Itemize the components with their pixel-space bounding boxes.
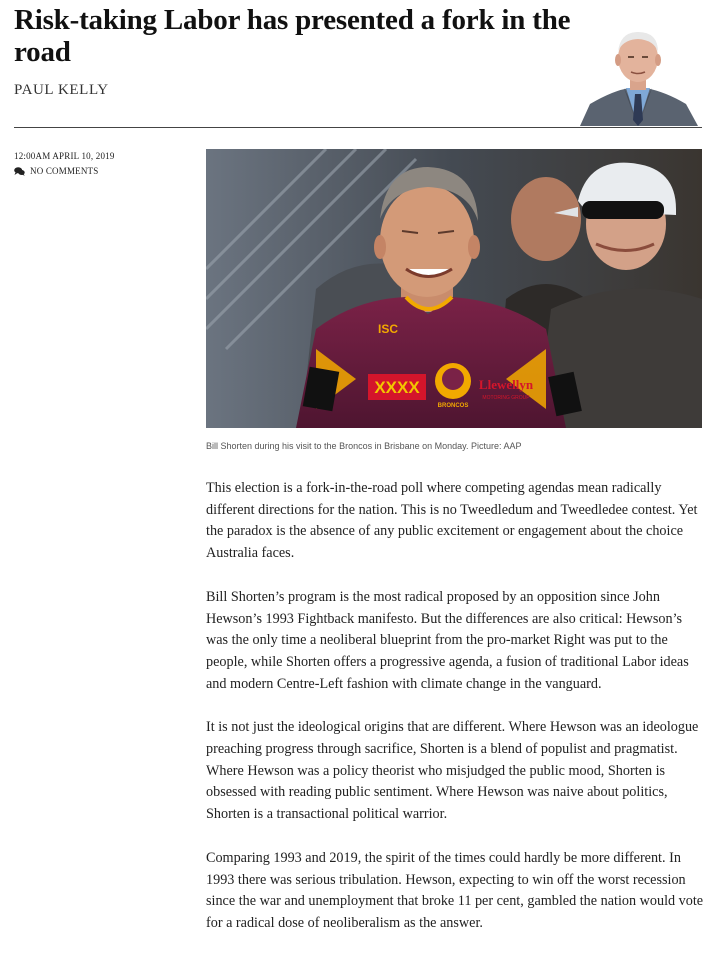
paragraph: This election is a fork-in-the-road poll where competing agendas mean radically different directions for the nation. This is no Tweedledum and Tweedledee contest. Yet the paradox is the absence of any public excitement or engagement about the choice Australia faces. [206,480,698,562]
jersey-sponsor-logo: Llewellyn [478,377,534,392]
jersey-beer-logo: XXXX [374,378,420,397]
speech-bubbles-icon [14,167,25,176]
hero-image [206,149,702,428]
image-caption: Bill Shorten during his visit to the Broncos in Brisbane on Monday. Picture: AAP [206,441,522,451]
paragraph: Bill Shorten’s program is the most radical proposed by an opposition since John Hewson’s 1993 Fightback manifesto. But the differences are also critical: Hewson’s was the only time a neoliberal blueprint from the pro-market Right was put to the people, while Shorten offers a progressive agenda, a fusion of traditional Labor ideas and modern Centre-Left fashion with climate change in the vanguard. [206,588,689,692]
comments-label: NO COMMENTS [30,166,99,176]
article-meta [14,151,194,176]
comments-link[interactable] [14,166,194,176]
paragraph: Comparing 1993 and 2019, the spirit of the times could hardly be more different. In 1993 there was serious tribulation. Hewson, expecting to win off the worst recession since the war and unemployment that broke 11 per cent, gambled the nation would vote for a radical dose of neoliberalism as the answer. [206,849,704,931]
headline: Risk-taking Labor has presented a fork in the road [14,4,571,68]
author-photo [574,24,702,126]
hero-photo [206,149,702,428]
jersey-sponsor-sub: MOTORING GROUP [482,395,530,401]
jersey-brand-logo: ISC [377,322,399,336]
author-byline[interactable]: PAUL KELLY [14,82,109,98]
paragraph: It is not just the ideological origins that are different. Where Hewson was an ideologue preaching progress through sacrifice, Shorten is a blend of populist and pragmatist. Where Hewson was a policy theorist who misjudged the public mood, Shorten is obsessed with reading public sentiment. Where Hewson was naive about politics, Shorten is a transactional political warrior. [206,719,699,823]
article-body [206,478,706,957]
article-header [14,0,702,128]
publish-date: 12:00AM APRIL 10, 2019 [14,151,115,161]
jersey-club-logo: BRONCOS [437,403,469,409]
